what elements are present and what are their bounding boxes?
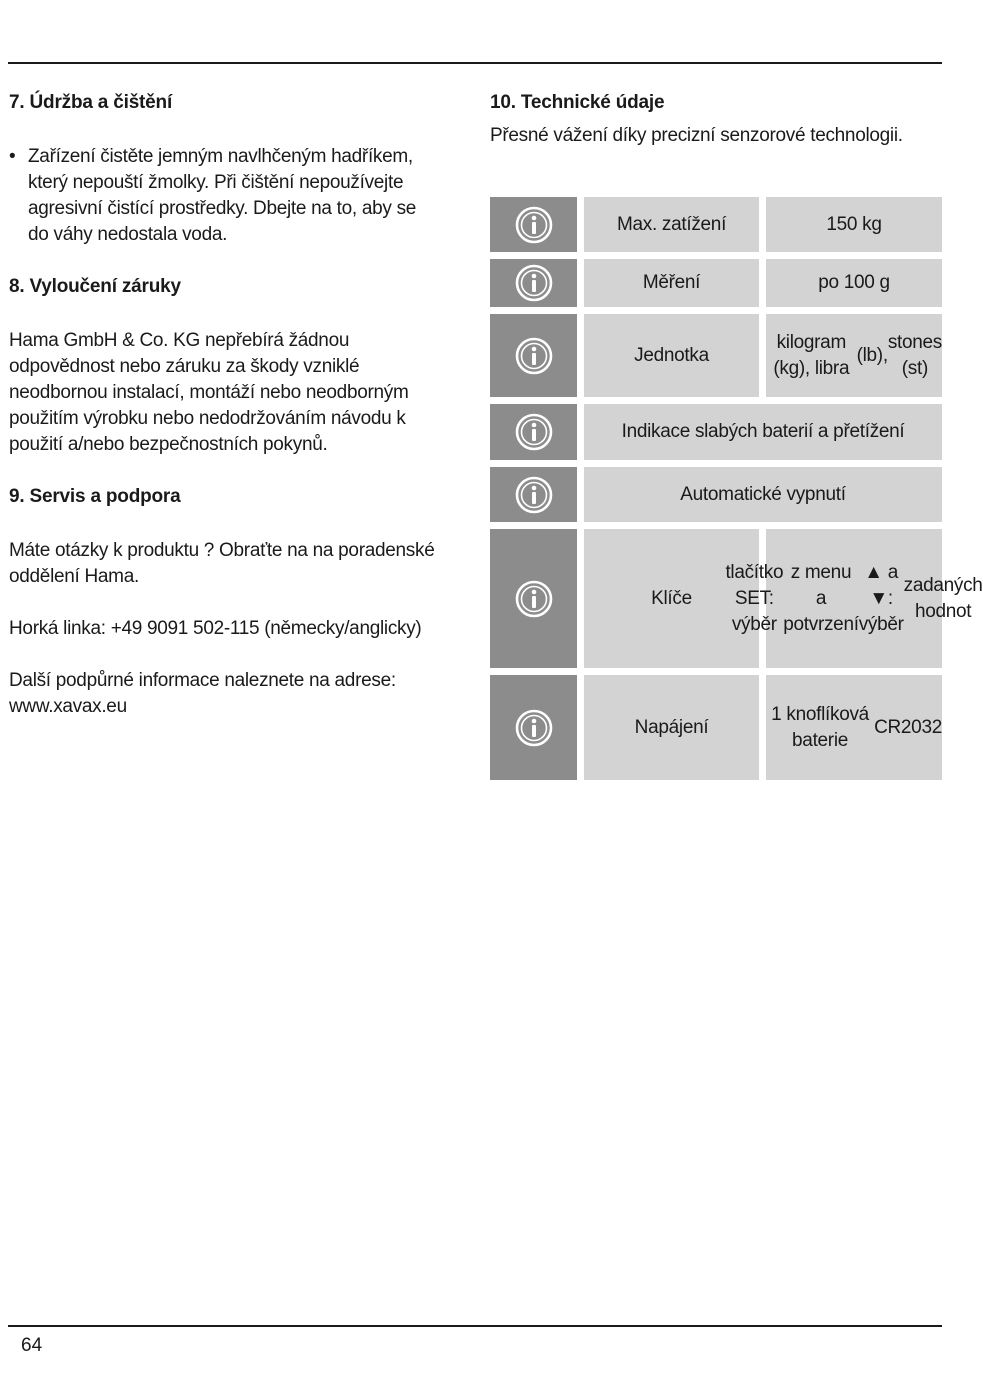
spec-value-line: stones (st) xyxy=(887,331,942,379)
service-more-info xyxy=(9,668,471,720)
spec-value-line: tlačítko SET: výběr xyxy=(725,561,784,635)
bottom-rule xyxy=(8,1325,942,1327)
spec-value-line: z menu a potvrzení xyxy=(783,561,859,635)
service-website-link[interactable]: www.xavax.eu xyxy=(9,696,127,717)
info-icon-cell xyxy=(490,259,577,307)
maintenance-line: který nepouští žmolky. Při čištění nepoužívejte xyxy=(28,172,404,193)
maintenance-line: do váhy nedostala voda. xyxy=(28,224,228,245)
page-number: 64 xyxy=(21,1335,43,1356)
spec-value-line: po 100 g xyxy=(818,272,890,293)
spec-value-line: (lb), xyxy=(856,344,888,366)
service-question xyxy=(9,538,471,590)
spec-row xyxy=(490,529,983,668)
spec-value-line: 150 kg xyxy=(826,213,882,235)
spec-row xyxy=(490,259,942,307)
spec-value-line: CR2032 xyxy=(874,716,942,738)
info-icon xyxy=(514,579,554,619)
info-icon-cell xyxy=(490,529,577,668)
info-icon xyxy=(514,708,554,748)
spec-feature: Automatické vypnutí xyxy=(584,467,942,522)
warranty-line: použitím výrobku nebo nedodržováním návodu k xyxy=(9,408,406,429)
maintenance-line: agresivní čistící prostředky. Dbejte na to, aby se xyxy=(28,198,417,219)
maintenance-bullet xyxy=(9,144,471,248)
spec-row xyxy=(490,314,942,397)
spec-value xyxy=(725,529,983,668)
spec-value xyxy=(766,675,942,780)
maintenance-list xyxy=(9,144,471,248)
info-icon xyxy=(514,263,554,303)
info-icon xyxy=(514,336,554,376)
info-icon xyxy=(514,412,554,452)
info-icon-cell xyxy=(490,675,577,780)
service-hotline: Horká linka: +49 9091 502-115 (německy/anglicky) xyxy=(9,618,422,639)
spec-table xyxy=(490,197,983,787)
spec-value xyxy=(766,259,942,307)
maintenance-title: 7. Údržba a čištění xyxy=(9,92,173,113)
maintenance-line: Zařízení čistěte jemným navlhčeným hadříkem, xyxy=(28,146,413,167)
warranty-text xyxy=(9,328,471,458)
spec-row xyxy=(490,197,942,252)
spec-value-line: ▲ a ▼: výběr xyxy=(858,561,904,635)
info-icon xyxy=(514,475,554,515)
right-column xyxy=(490,88,942,149)
service-title: 9. Servis a podpora xyxy=(9,486,181,507)
service-question-line: oddělení Hama. xyxy=(9,566,139,587)
spec-value-line: 1 knoflíková baterie xyxy=(771,703,869,751)
info-icon xyxy=(514,205,554,245)
warranty-line: použití a/nebo bezpečnostních pokynů. xyxy=(9,434,328,455)
spec-value xyxy=(766,314,942,397)
spec-label: Max. zatížení xyxy=(584,197,759,252)
info-icon-cell xyxy=(490,197,577,252)
info-icon-cell xyxy=(490,467,577,522)
warranty-line: Hama GmbH & Co. KG nepřebírá žádnou xyxy=(9,330,350,351)
spec-value-line: zadaných hodnot xyxy=(903,574,983,622)
service-question-line: Máte otázky k produktu ? Obraťte na na poradenské xyxy=(9,540,435,561)
technical-title: 10. Technické údaje xyxy=(490,92,665,113)
warranty-title: 8. Vyloučení záruky xyxy=(9,276,181,297)
spec-row xyxy=(490,675,942,780)
info-icon-cell xyxy=(490,314,577,397)
spec-feature: Indikace slabých baterií a přetížení xyxy=(584,404,942,460)
info-icon-cell xyxy=(490,404,577,460)
spec-value xyxy=(766,197,942,252)
spec-label: Klíče xyxy=(584,529,759,668)
spec-label: Jednotka xyxy=(584,314,759,397)
spec-value-line: kilogram (kg), libra xyxy=(773,331,850,379)
warranty-line: odpovědnost nebo záruku za škody vzniklé xyxy=(9,356,360,377)
left-column xyxy=(9,88,471,720)
spec-label: Měření xyxy=(584,259,759,307)
top-rule xyxy=(8,62,942,64)
spec-row xyxy=(490,404,942,460)
service-more-info-line: Další podpůrné informace naleznete na adrese: xyxy=(9,670,396,691)
technical-intro: Přesné vážení díky precizní senzorové technologii. xyxy=(490,125,903,146)
warranty-line: neodbornou instalací, montáží nebo neodborným xyxy=(9,382,409,403)
spec-row xyxy=(490,467,942,522)
spec-label: Napájení xyxy=(584,675,759,780)
